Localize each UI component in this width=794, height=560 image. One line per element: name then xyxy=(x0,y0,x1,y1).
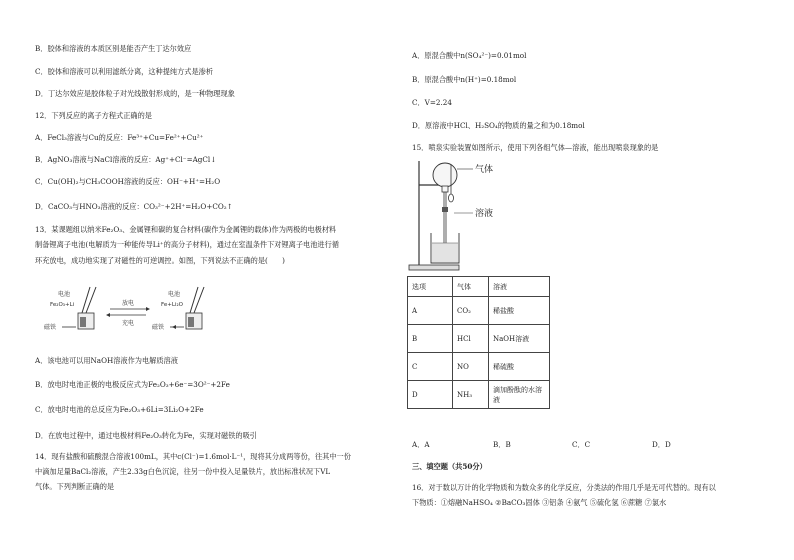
right-electrode xyxy=(188,317,194,327)
left-wire-2 xyxy=(86,287,96,313)
attraction-arrowhead xyxy=(172,325,176,329)
right-column xyxy=(397,0,794,560)
table-header-cell: 气体 xyxy=(453,277,489,297)
right-magnet-label: 磁铁 xyxy=(152,324,165,331)
battery-magnet-diagram xyxy=(40,283,220,343)
right-wire-2 xyxy=(194,287,204,313)
table-cell: CO₂ xyxy=(453,297,489,325)
fountain-apparatus xyxy=(407,155,517,273)
q15-choice-c: C．C xyxy=(572,440,591,449)
left-magnet-label: 磁铁 xyxy=(44,324,57,331)
q12-option-b: B．AgNO₃溶液与NaCl溶液的反应：Ag⁺+Cl⁻=AgCl↓ xyxy=(35,155,217,164)
options-table xyxy=(407,276,550,409)
table-cell: HCl xyxy=(453,325,489,353)
q11-option-c: C．胶体和溶液可以利用滤纸分离，这种提纯方式是渗析 xyxy=(35,67,214,76)
round-flask xyxy=(433,163,457,187)
q13-option-c: C．放电时电池的总反应为Fe₂O₃+6Li=3Li₂O+2Fe xyxy=(35,405,204,414)
q16-line2: 下物质：①熔融NaHSO₄ ②BaCO₃固体 ③铝条 ④氨气 ⑤硫化氢 ⑥蔗糖 ⑦氯水 xyxy=(412,498,667,507)
q12-option-d: D．CaCO₃与HNO₃溶液的反应：CO₃²⁻+2H⁺=H₂O+CO₂↑ xyxy=(35,202,233,211)
q13-stem-line2: 制备锂离子电池(电解质为一种能传导Li⁺的高分子材料)，通过在室温条件下对锂离子电池进行循 xyxy=(35,240,339,249)
q13-option-b: B．放电时电池正极的电极反应式为Fe₂O₃+6e⁻=3O²⁻+2Fe xyxy=(35,380,230,389)
table-row xyxy=(408,353,550,381)
table-row xyxy=(408,325,550,353)
flask-neck xyxy=(442,186,448,192)
q14-option-b: B．原混合酸中n(H⁺)=0.18mol xyxy=(412,75,517,84)
q14-stem-line3: 气体。下列判断正确的是 xyxy=(35,482,115,491)
q14-option-d: D．原溶液中HCl、H₂SO₄的物质的量之和为0.18mol xyxy=(412,121,585,130)
q15-stem: 15．喷泉实验装置如图所示，使用下列各组气体—溶液，能出现喷泉现象的是 xyxy=(412,143,659,152)
q12-option-a: A．FeCl₃溶液与Cu的反应：Fe³⁺+Cu=Fe²⁺+Cu²⁺ xyxy=(35,133,204,142)
charge-arrowhead xyxy=(106,313,110,317)
q13-option-a: A．该电池可以用NaOH溶液作为电解质溶液 xyxy=(35,356,178,365)
q14-stem-line1: 14．现有盐酸和硫酸混合溶液100mL，其中c(Cl⁻)=1.6mol·L⁻¹，现将其分成两等份，往其中一份 xyxy=(35,452,351,461)
table-cell: 稀盐酸 xyxy=(489,297,550,325)
left-electrode xyxy=(80,317,86,327)
solution-label: 溶液 xyxy=(475,209,494,219)
table-row xyxy=(408,381,550,409)
table-cell: NaOH溶液 xyxy=(489,325,550,353)
q13-option-d: D．在放电过程中，通过电极材料Fe₂O₃转化为Fe，实现对磁铁的吸引 xyxy=(35,431,257,440)
right-cell-label: 电池 xyxy=(168,291,181,298)
q13-stem-line3: 环充放电，成功地实现了对磁性的可逆调控。如图，下列说法不正确的是( ) xyxy=(35,256,285,265)
table-row xyxy=(408,297,550,325)
table-cell: C xyxy=(408,353,453,381)
table-header-cell: 选项 xyxy=(408,277,453,297)
table-header-row xyxy=(408,277,550,297)
left-wire-1 xyxy=(82,287,90,313)
table-cell: A xyxy=(408,297,453,325)
section-3-heading: 三、填空题（共50分） xyxy=(412,462,487,471)
stand-base xyxy=(409,265,459,270)
right-cell-sub: Fe+Li₂O xyxy=(161,302,183,308)
charge-label: 充电 xyxy=(122,320,135,327)
gas-label: 气体 xyxy=(475,165,494,175)
table-cell: NO xyxy=(453,353,489,381)
table-cell: NH₃ xyxy=(453,381,489,409)
q15-choice-a: A．A xyxy=(412,440,430,449)
q12-stem: 12．下列反应的离子方程式正确的是 xyxy=(35,111,152,120)
q11-option-d: D．丁达尔效应是胶体粒子对光线散射形成的，是一种物理现象 xyxy=(35,89,235,98)
discharge-label: 放电 xyxy=(122,300,135,307)
left-cell-label: 电池 xyxy=(58,291,71,298)
beaker-solution xyxy=(432,243,458,262)
table-cell: B xyxy=(408,325,453,353)
dropper-bulb xyxy=(449,194,454,202)
q11-option-b: B．胶体和溶液的本质区别是能否产生丁达尔效应 xyxy=(35,44,192,53)
table-cell: D xyxy=(408,381,453,409)
q13-stem-line1: 13．某课题组以纳米Fe₂O₃、金属锂和碳的复合材料(碳作为金属锂的载体)作为两极的电极材料 xyxy=(35,225,337,234)
table-header-cell: 溶液 xyxy=(489,277,550,297)
q14-stem-line2: 中滴加足量BaCl₂溶液，产生2.33g白色沉淀，往另一份中投入足量铁片，放出标准状况下VL xyxy=(35,467,331,476)
q12-option-c: C．Cu(OH)₂与CH₃COOH溶液的反应：OH⁻+H⁺=H₂O xyxy=(35,177,221,186)
q14-option-a: A．原混合酸中n(SO₄²⁻)=0.01mol xyxy=(412,51,527,60)
tube-clamp xyxy=(442,207,448,212)
table-cell: 稀硫酸 xyxy=(489,353,550,381)
left-cell-sub: Fe₂O₃+Li xyxy=(50,302,75,308)
q15-choice-d: D．D xyxy=(652,440,671,449)
right-wire-1 xyxy=(190,287,198,313)
table-cell: 滴加酚酞的水溶液 xyxy=(489,381,550,409)
q15-choice-b: B．B xyxy=(493,440,511,449)
discharge-arrowhead xyxy=(146,307,150,311)
q14-option-c: C．V=2.24 xyxy=(412,98,452,107)
q16-line1: 16．对于数以万计的化学物质和为数众多的化学反应，分类法的作用几乎是无可代替的。现有以 xyxy=(412,483,716,492)
